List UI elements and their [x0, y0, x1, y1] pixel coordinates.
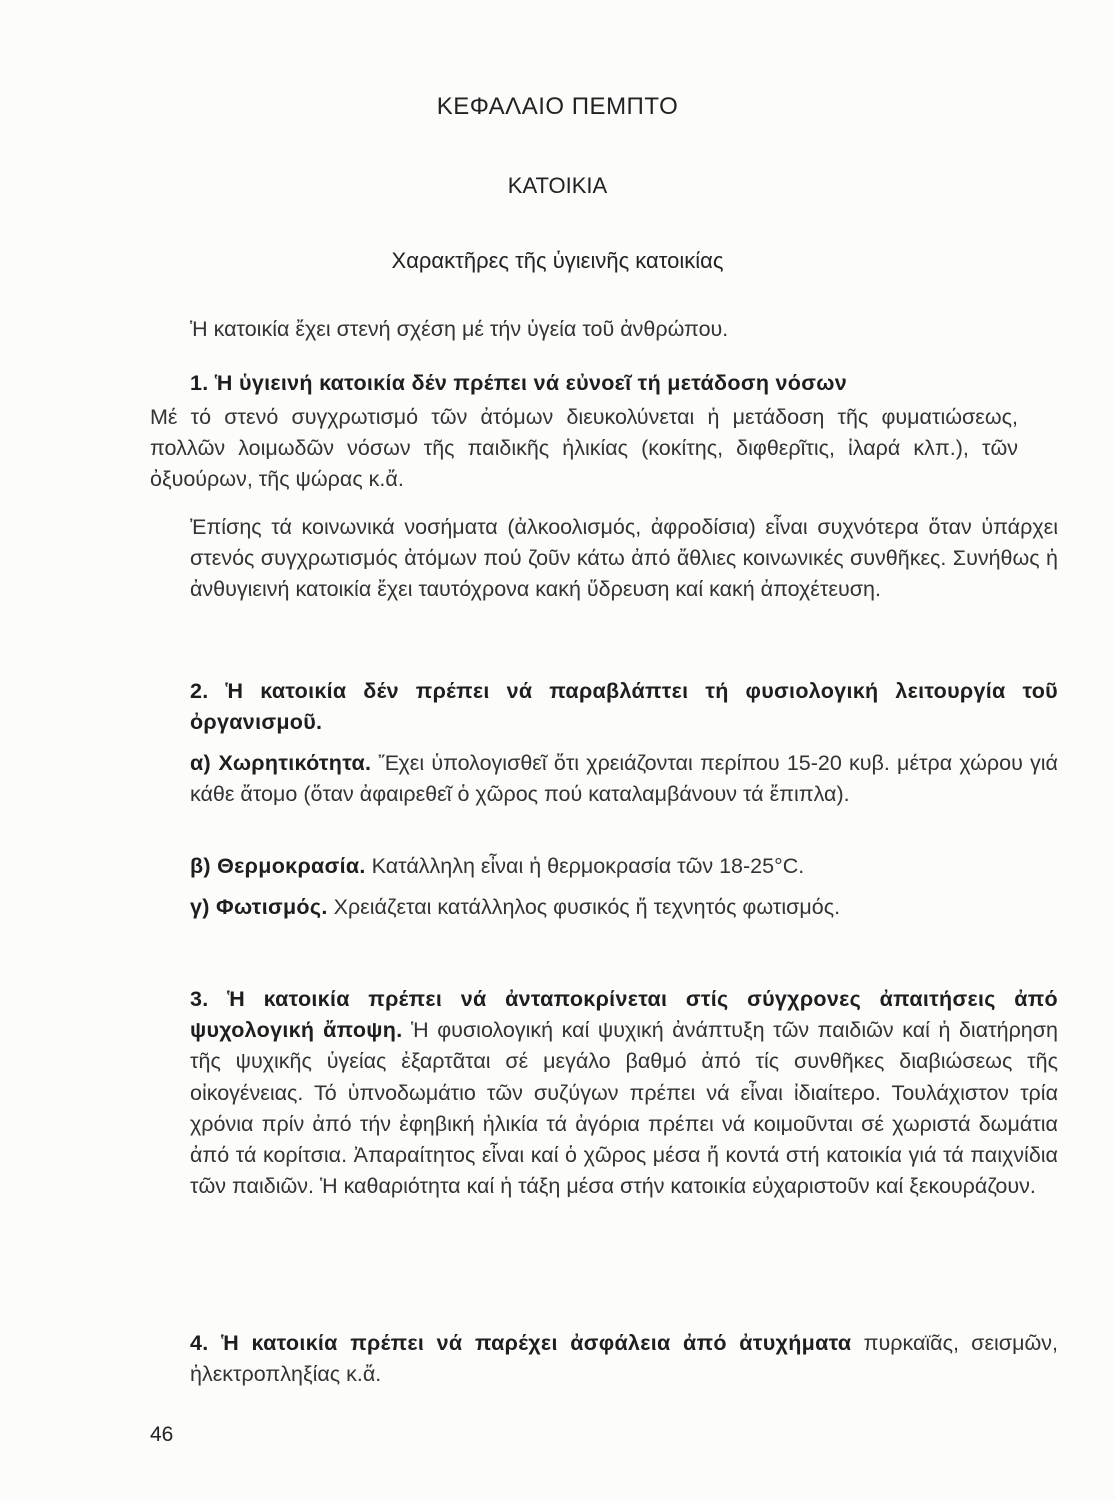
point2-b-text: Κατάλληλη εἶναι ἡ θερμοκρασία τῶν 18-25°C. [371, 854, 805, 878]
point4-heading: 4. Ἡ κατοικία πρέπει νά παρέχει ἀσφάλεια ἀπό ἀτυχήματα [190, 1331, 852, 1355]
point4-text: πυρκαϊᾶς, σεισμῶν, ἠλεκτροπληξίας κ.ἄ. [190, 1331, 1058, 1387]
point2-b [150, 851, 1058, 882]
point2-a [150, 748, 1058, 810]
intro-paragraph [150, 314, 1058, 345]
chapter-title: ΚΕΦΑΛΑΙΟ ΠΕΜΠΤΟ [436, 93, 679, 120]
point1-text1 [150, 402, 1018, 496]
point2-b-label: β) Θερμοκρασία. [190, 854, 366, 878]
point2-a-label: α) Χωρητικότητα. [190, 751, 372, 775]
page-number: 46 [150, 1423, 174, 1446]
point2-a-text: Ἔχει ὑπολογισθεῖ ὅτι χρειάζονται περίπου 15-20 κυβ. μέτρα χώρου γιά κάθε ἄτομο (ὅταν ἀφαιρεθεῖ ὁ χῶρος πού καταλαμβάνουν τά ἔπιπλα). [190, 751, 1058, 807]
intro-text: Ἡ κατοικία ἔχει στενή σχέση μέ τήν ὑγεία τοῦ ἀνθρώπου. [190, 317, 729, 341]
section-title: ΚΑΤΟΙΚΙΑ [507, 173, 608, 198]
point3-paragraph [150, 984, 1058, 1202]
point2-c-label: γ) Φωτισμός. [190, 895, 328, 919]
point4-paragraph [150, 1328, 1058, 1390]
point2-heading: 2. Ἡ κατοικία δέν πρέπει νά παραβλάπτει τή φυσιολογική λειτουργία τοῦ ὀργανισμοῦ. [190, 679, 1058, 735]
point2-paragraph [150, 676, 1058, 738]
point1-text2 [150, 512, 1058, 606]
point1-paragraph [150, 368, 1058, 399]
point2-c [150, 892, 1058, 923]
subsection-title: Χαρακτῆρες τῆς ὑγιεινῆς κατοικίας [391, 248, 724, 273]
point3-heading: 3. Ἡ κατοικία πρέπει νά ἀνταποκρίνεται στίς σύγχρονες ἀπαιτήσεις ἀπό ψυχολογική ἄποψη. [190, 987, 1058, 1043]
point1-text2-content: Ἐπίσης τά κοινωνικά νοσήματα (ἀλκοολισμός, ἀφροδίσια) εἶναι συχνότερα ὅταν ὑπάρχει στενός συγχρωτισμός ἀτόμων πού ζοῦν κάτω ἀπό ἄθλιες κοινωνικές συνθῆκες. Συνήθως ἡ ἀνθυγιεινή κατοικία ἔχει ταυτόχρονα κακή ὕδρευση καί κακή ἀποχέτευση. [190, 515, 1058, 602]
point1-heading: 1. Ἡ ὑγιεινή κατοικία δέν πρέπει νά εὐνοεῖ τή μετάδοση νόσων [190, 371, 847, 395]
point2-c-text: Χρειάζεται κατάλληλος φυσικός ἤ τεχνητός φωτισμός. [333, 895, 841, 919]
point3-text: Ἡ φυσιολογική καί ψυχική ἀνάπτυξη τῶν παιδιῶν καί ἡ διατήρηση τῆς ψυχικῆς ὑγείας ἐξαρτᾶται σέ μεγάλο βαθμό ἀπό τίς συνθῆκες διαβιώσεως τῆς οἰκογένειας. Τό ὑπνοδωμάτιο τῶν συζύγων πρέπει νά εἶναι ἰδιαίτερο. Τουλάχιστον τρία χρόνια πρίν ἀπό τήν ἐφηβική ἡλικία τά ἀγόρια πρέπει νά κοιμοῦνται σέ χωριστά δωμάτια ἀπό τά κορίτσια. Ἀπαραίτητος εἶναι καί ὁ χῶρος μέσα ἤ κοντά στή κατοικία γιά τά παιχνίδια τῶν παιδιῶν. Ἡ καθαριότητα καί ἡ τάξη μέσα στήν κατοικία εὐχαριστοῦν καί ξεκουράζουν. [190, 1018, 1058, 1199]
point1-text1-content: Μέ τό στενό συγχρωτισμό τῶν ἀτόμων διευκολύνεται ἡ μετάδοση τῆς φυματιώσεως, πολλῶν λοιμωδῶν νόσων τῆς παιδικῆς ἡλικίας (κοκίτης, διφθερῖτις, ἰλαρά κλπ.), τῶν ὀξυούρων, τῆς ψώρας κ.ἄ. [150, 405, 1018, 492]
